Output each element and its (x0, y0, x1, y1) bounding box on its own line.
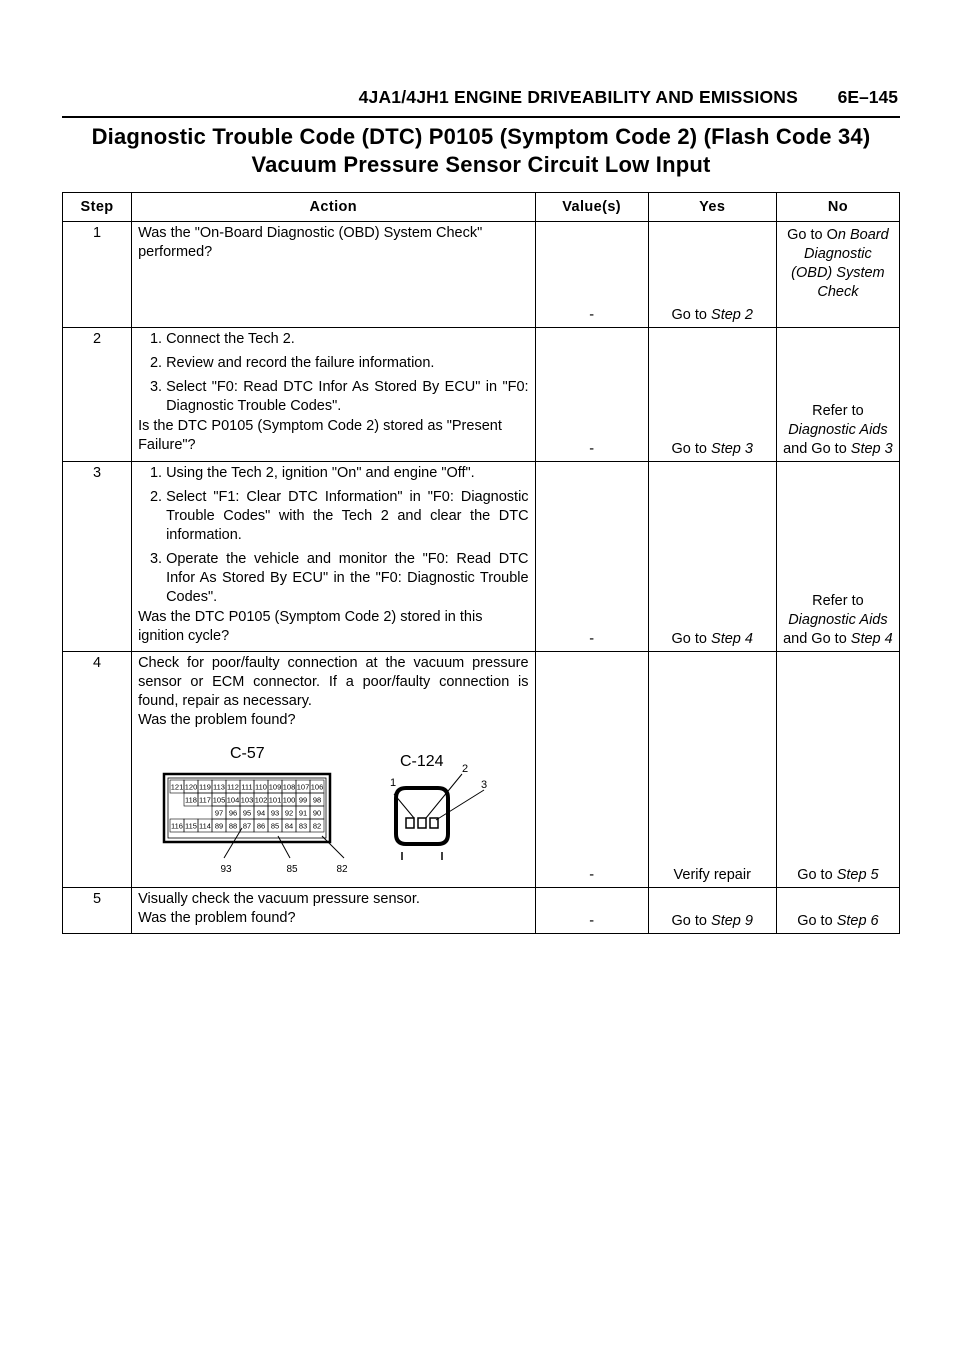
c57-pin-label: 94 (256, 808, 266, 818)
c124-pin-label-2: 2 (462, 763, 469, 775)
col-header-yes: Yes (648, 193, 776, 222)
table-row (63, 328, 900, 462)
value-cell: - (535, 888, 648, 934)
c57-pin-label: 113 (213, 782, 226, 792)
c57-pin-label: 117 (199, 795, 212, 805)
col-header-action: Action (132, 193, 535, 222)
c57-pin-label: 99 (298, 795, 308, 805)
c57-pin-label: 118 (185, 795, 198, 805)
step-number: 1 (63, 222, 132, 328)
no-prefix: Go to (797, 913, 837, 929)
action-cell (132, 888, 535, 934)
no-ref-link[interactable]: Diagnostic Aids (788, 612, 888, 628)
table-row (63, 222, 900, 328)
action-step-item: 1. Using the Tech 2, ignition "On" and engine "Off". (166, 464, 528, 483)
callout-82: 82 (336, 864, 348, 875)
c57-pin-label: 83 (298, 821, 308, 831)
step-number: 2 (63, 328, 132, 462)
c57-pin-label: 105 (212, 795, 226, 805)
table-row (63, 888, 900, 934)
c124-pin-label-1: 1 (390, 777, 397, 789)
action-text: Visually check the vacuum pressure sensor. (138, 891, 420, 907)
c124-label: C-124 (400, 753, 444, 770)
action-question: Was the "On-Board Diagnostic (OBD) System Check" performed? (138, 225, 483, 260)
c57-pin-label: 121 (170, 782, 184, 792)
document-title (62, 123, 900, 179)
connector-figure (138, 734, 528, 884)
c57-label: C-57 (230, 745, 265, 762)
step-number: 3 (63, 462, 132, 652)
no-cell (776, 462, 899, 652)
yes-cell (648, 328, 776, 462)
action-step-item: 2. Review and record the failure information. (166, 354, 528, 373)
c57-pin-label: 87 (242, 821, 252, 831)
c124-callout-line-2 (426, 774, 462, 818)
c57-pin-label: 82 (312, 821, 322, 831)
action-step-item: 2. Select "F1: Clear DTC Information" in "F0: Diagnostic Trouble Codes" with the Tech 2 and clear the DTC information. (166, 488, 528, 545)
c57-pin-grid (170, 780, 324, 832)
col-header-values: Value(s) (535, 193, 648, 222)
action-question: Was the problem found? (138, 712, 296, 728)
table-header-row (63, 193, 900, 222)
no-ref-link[interactable]: n Board Diagnostic (OBD) System Check (791, 227, 889, 300)
c124-pin-2 (418, 818, 426, 828)
no-step-link[interactable]: Step 6 (836, 913, 879, 929)
col-header-no: No (776, 193, 899, 222)
action-question: Is the DTC P0105 (Symptom Code 2) stored as "Present Failure"? (138, 418, 502, 453)
no-step-link[interactable]: Step 5 (836, 867, 879, 883)
action-cell (132, 652, 535, 888)
callout-line-85 (278, 836, 290, 858)
step-number: 5 (63, 888, 132, 934)
c57-pin-label: 88 (228, 821, 238, 831)
no-step-link[interactable]: Step 4 (850, 631, 893, 647)
callout-93: 93 (220, 864, 232, 875)
no-prefix: Go to (797, 867, 837, 883)
yes-cell (648, 222, 776, 328)
value-cell: - (535, 328, 648, 462)
connector-diagram (138, 734, 528, 884)
diagnostic-table (62, 192, 900, 934)
action-cell (132, 328, 535, 462)
action-cell (132, 222, 535, 328)
c124-connector-body (396, 788, 448, 844)
value-cell: - (535, 652, 648, 888)
col-header-step: Step (63, 193, 132, 222)
action-step-item: 1. Connect the Tech 2. (166, 330, 528, 349)
c57-pin-label: 95 (242, 808, 252, 818)
yes-text: Verify repair (673, 867, 751, 883)
c57-pin-label: 109 (268, 782, 282, 792)
c57-pin-label: 102 (254, 795, 268, 805)
yes-step-link[interactable]: Step 9 (711, 913, 753, 929)
action-question: Was the problem found? (138, 910, 296, 926)
page-header (62, 86, 900, 118)
c57-pin-label: 100 (282, 795, 296, 805)
c124-callout-line-3 (436, 790, 484, 820)
c57-pin-label: 89 (214, 821, 224, 831)
c57-pin-label: 86 (256, 821, 266, 831)
action-step-item: 3. Select "F0: Read DTC Infor As Stored By ECU" in "F0: Diagnostic Trouble Codes". (166, 378, 528, 416)
c57-pin-label: 91 (298, 808, 308, 818)
c57-pin-label: 114 (199, 821, 212, 831)
action-steps-list (138, 330, 528, 416)
yes-prefix: Go to (671, 631, 712, 647)
title-line-1: Diagnostic Trouble Code (DTC) P0105 (Symptom Code 2) (Flash Code 34) (91, 124, 871, 149)
c57-pin-label: 107 (296, 782, 310, 792)
no-cell (776, 222, 899, 328)
no-mid: and Go to (783, 631, 851, 647)
c57-pin-label: 120 (184, 782, 198, 792)
c57-pin-label: 108 (282, 782, 296, 792)
yes-cell (648, 462, 776, 652)
no-ref-link[interactable]: Diagnostic Aids (788, 422, 888, 438)
action-steps-list (138, 464, 528, 607)
yes-prefix: Go to (671, 307, 712, 323)
c57-pin-label: 103 (240, 795, 254, 805)
action-cell (132, 462, 535, 652)
yes-step-link[interactable]: Step 2 (711, 307, 753, 323)
no-prefix: Refer to (812, 403, 864, 419)
yes-step-link[interactable]: Step 4 (711, 631, 753, 647)
header-title: 4JA1/4JH1 ENGINE DRIVEABILITY AND EMISSIONS (358, 87, 798, 107)
action-question: Was the DTC P0105 (Symptom Code 2) stored in this ignition cycle? (138, 609, 483, 644)
c57-pin-label: 90 (312, 808, 322, 818)
c57-pin-label: 110 (255, 782, 268, 792)
c57-pin-label: 96 (228, 808, 238, 818)
yes-prefix: Go to (671, 441, 712, 457)
no-cell (776, 652, 899, 888)
yes-step-link[interactable]: Step 3 (711, 441, 753, 457)
c57-pin-label: 104 (226, 795, 240, 805)
c57-pin-label: 93 (270, 808, 280, 818)
callout-line-82 (322, 836, 344, 858)
no-step-link[interactable]: Step 3 (850, 441, 893, 457)
step-number: 4 (63, 652, 132, 888)
no-cell (776, 888, 899, 934)
c57-pin-label: 111 (241, 782, 253, 792)
c57-pin-label: 84 (284, 821, 294, 831)
value-cell: - (535, 462, 648, 652)
c57-pin-label: 97 (214, 808, 224, 818)
c57-pin-label: 98 (312, 795, 322, 805)
no-mid: and Go to (783, 441, 851, 457)
c57-pin-label: 115 (185, 821, 198, 831)
yes-prefix: Go to (671, 913, 712, 929)
c57-pin-label: 116 (171, 821, 184, 831)
yes-cell (648, 888, 776, 934)
c57-pin-label: 119 (199, 782, 212, 792)
c57-pin-label: 112 (227, 782, 240, 792)
c57-pin-label: 92 (284, 808, 294, 818)
action-step-item: 3. Operate the vehicle and monitor the "F0: Read DTC Infor As Stored By ECU" in the "F0: Diagnostic Trouble Codes". (166, 550, 528, 607)
title-line-2: Vacuum Pressure Sensor Circuit Low Input (251, 152, 711, 177)
page-number: 6E–145 (837, 87, 898, 107)
no-cell (776, 328, 899, 462)
value-cell: - (535, 222, 648, 328)
c124-pin-1 (406, 818, 414, 828)
table-row (63, 462, 900, 652)
table-row (63, 652, 900, 888)
yes-cell (648, 652, 776, 888)
callout-85: 85 (286, 864, 298, 875)
c57-pin-label: 85 (270, 821, 280, 831)
c57-pin-label: 101 (268, 795, 282, 805)
no-prefix: Refer to (812, 593, 864, 609)
action-text: Check for poor/faulty connection at the vacuum pressure sensor or ECM connector. If a poor/faulty connection is found, repair as necessary. (138, 655, 529, 709)
c57-pin-label: 106 (310, 782, 324, 792)
no-prefix: Go to O (787, 227, 838, 243)
c124-pin-label-3: 3 (481, 779, 488, 791)
